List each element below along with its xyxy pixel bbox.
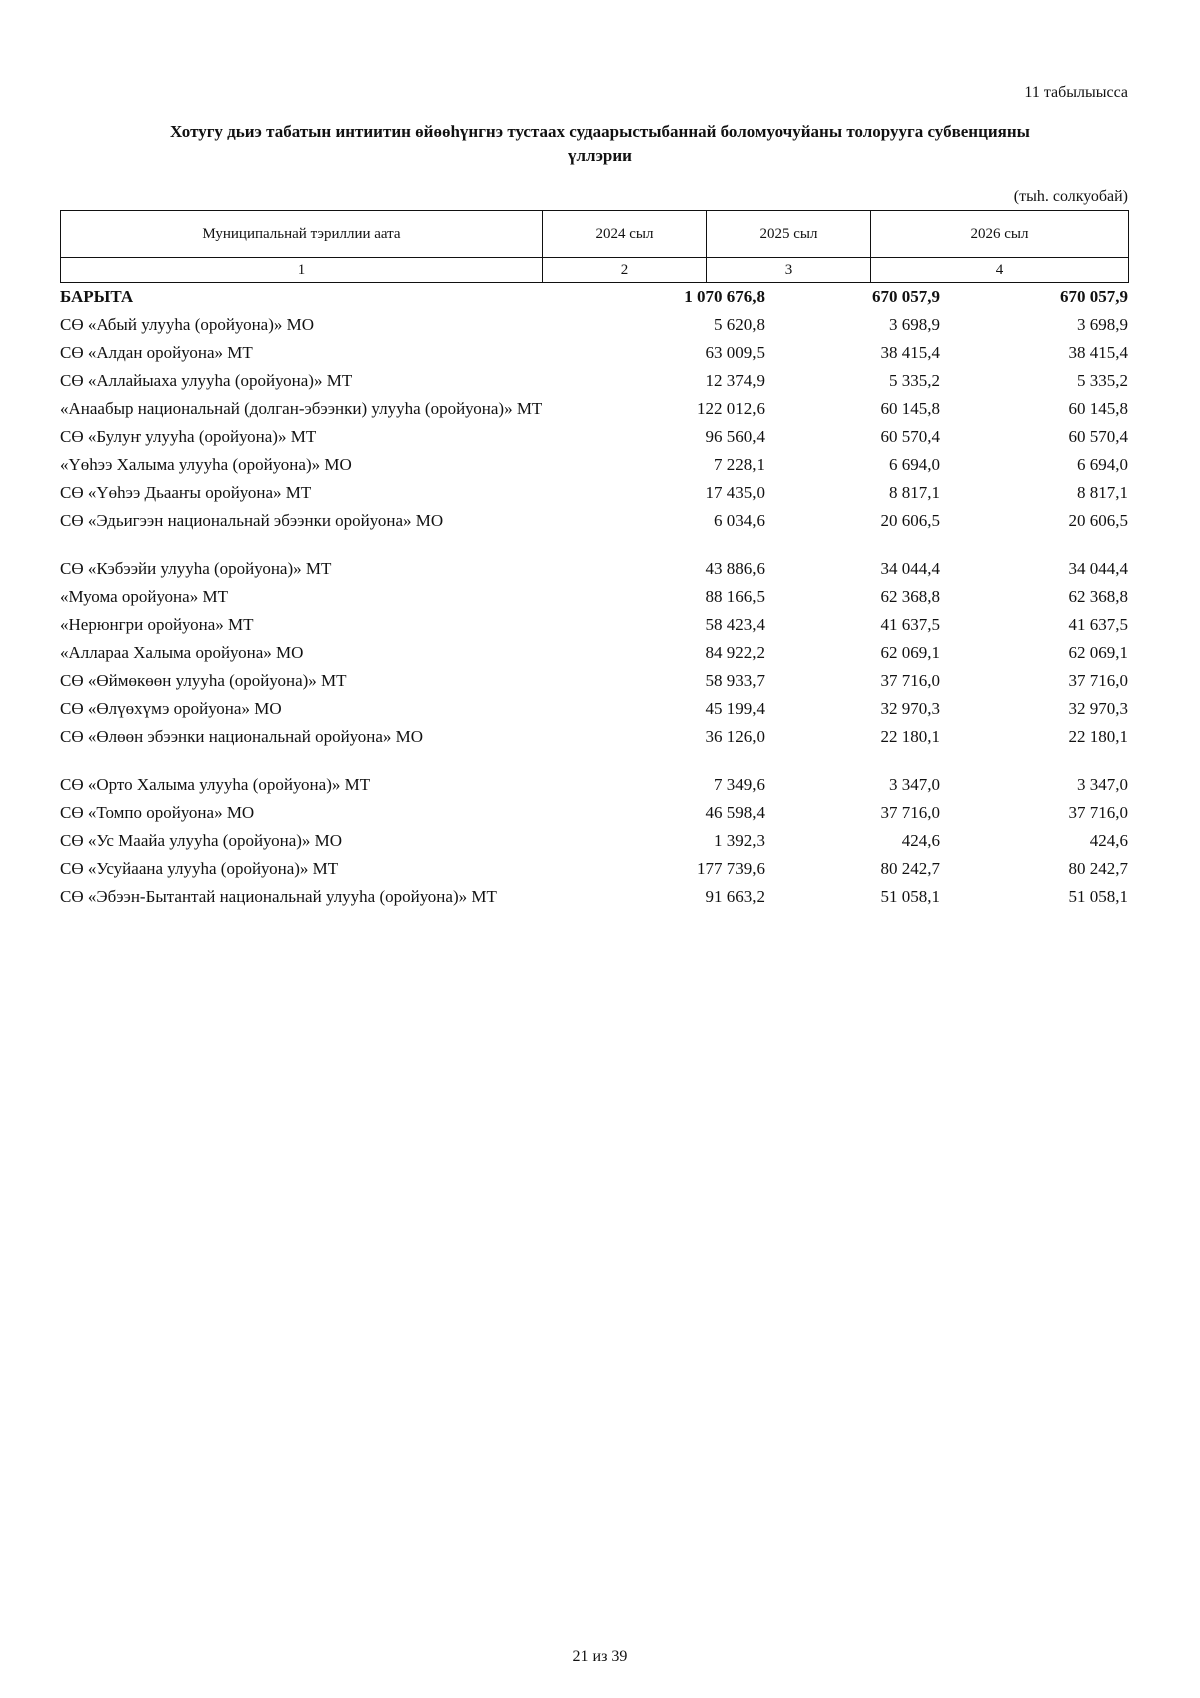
row-name: СӨ «Үөһээ Дьааҥы оройуона» МТ	[60, 483, 312, 502]
col-header-name: Муниципальнай тэриллии аата	[61, 211, 543, 258]
row-2025: 424,6	[901, 831, 940, 850]
row-2026: 8 817,1	[1077, 483, 1128, 502]
total-2024: 1 070 676,8	[684, 287, 765, 306]
row-2024: 7 349,6	[714, 775, 765, 794]
row-2026: 20 606,5	[1068, 511, 1128, 530]
annex-label: 11 табылыысса	[1024, 84, 1128, 101]
title-line-1: Хотугу дьиэ табатын интиитин өйөөһүнгнэ тустаах судаарыстыбаннай боломуочуйаны толорууга субвенцияны	[170, 122, 1030, 141]
row-2025: 32 970,3	[880, 699, 940, 718]
col-header-2025: 2025 сыл	[707, 211, 871, 258]
row-2025: 62 368,8	[880, 587, 940, 606]
row-2026: 6 694,0	[1077, 455, 1128, 474]
row-2025: 41 637,5	[880, 615, 940, 634]
row-2025: 8 817,1	[889, 483, 940, 502]
table-row	[60, 453, 1128, 481]
row-name: «Аллараа Халыма оройуона» МО	[60, 643, 304, 662]
row-2024: 58 423,4	[705, 615, 765, 634]
table-row	[60, 725, 1128, 753]
row-2025: 37 716,0	[880, 803, 940, 822]
row-2026: 37 716,0	[1068, 671, 1128, 690]
table-row	[60, 341, 1128, 369]
row-2024: 46 598,4	[705, 803, 765, 822]
row-name: СӨ «Өймөкөөн улууһа (оройуона)» МТ	[60, 671, 347, 690]
row-2026: 32 970,3	[1068, 699, 1128, 718]
page-number: 21 из 39	[572, 1648, 628, 1665]
col-number-3: 3	[707, 258, 871, 283]
row-2026: 51 058,1	[1068, 887, 1128, 906]
row-2025: 3 347,0	[889, 775, 940, 794]
row-2024: 5 620,8	[714, 315, 765, 334]
table-row	[60, 857, 1128, 885]
row-2026: 3 698,9	[1077, 315, 1128, 334]
row-2026: 424,6	[1089, 831, 1128, 850]
col-header-2026: 2026 сыл	[871, 211, 1129, 258]
col-number-1: 1	[61, 258, 543, 283]
col-header-2024: 2024 сыл	[543, 211, 707, 258]
row-2026: 60 145,8	[1068, 399, 1128, 418]
table-row	[60, 801, 1128, 829]
table-row	[60, 313, 1128, 341]
row-name: «Анаабыр национальнай (долган-эбээнки) улууһа (оройуона)» МТ	[60, 399, 543, 418]
row-2026: 5 335,2	[1077, 371, 1128, 390]
row-2025: 38 415,4	[880, 343, 940, 362]
row-2026: 22 180,1	[1068, 727, 1128, 746]
total-2026: 670 057,9	[1060, 287, 1128, 306]
table-row	[60, 613, 1128, 641]
table-row	[60, 585, 1128, 613]
row-name: «Нерюнгри оройуона» МТ	[60, 615, 254, 634]
row-2025: 51 058,1	[880, 887, 940, 906]
row-name: СӨ «Эдьигээн национальнай эбээнки оройуона» МО	[60, 511, 444, 530]
row-2024: 91 663,2	[705, 887, 765, 906]
row-2024: 17 435,0	[705, 483, 765, 502]
table-row	[60, 641, 1128, 669]
row-2024: 177 739,6	[697, 859, 765, 878]
table-row	[60, 885, 1128, 913]
table-row	[60, 481, 1128, 509]
row-2026: 60 570,4	[1068, 427, 1128, 446]
row-name: СӨ «Усуйаана улууһа (оройуона)» МТ	[60, 859, 339, 878]
row-list	[60, 313, 1128, 913]
row-2024: 36 126,0	[705, 727, 765, 746]
row-name: СӨ «Өлүөхүмэ оройуона» МО	[60, 699, 282, 718]
row-2024: 58 933,7	[705, 671, 765, 690]
row-2024: 43 886,6	[705, 559, 765, 578]
row-2024: 88 166,5	[705, 587, 765, 606]
row-2026: 38 415,4	[1068, 343, 1128, 362]
table-row	[60, 829, 1128, 857]
row-2025: 22 180,1	[880, 727, 940, 746]
total-2025: 670 057,9	[872, 287, 940, 306]
row-2025: 3 698,9	[889, 315, 940, 334]
row-2024: 1 392,3	[714, 831, 765, 850]
table-row	[60, 397, 1128, 425]
row-2025: 60 145,8	[880, 399, 940, 418]
row-name: СӨ «Кэбээйи улууһа (оройуона)» МТ	[60, 559, 332, 578]
col-number-4: 4	[871, 258, 1129, 283]
row-name: СӨ «Томпо оройуона» МО	[60, 803, 255, 822]
row-name: СӨ «Абый улууһа (оройуона)» МО	[60, 315, 315, 334]
table-row	[60, 369, 1128, 397]
table-row	[60, 425, 1128, 453]
row-name: СӨ «Орто Халыма улууһа (оройуона)» МТ	[60, 775, 371, 794]
title-line-2: үллэрии	[568, 146, 632, 165]
row-name: «Муома оройуона» МТ	[60, 587, 228, 606]
row-2025: 60 570,4	[880, 427, 940, 446]
table-row	[60, 557, 1128, 585]
table-row	[60, 509, 1128, 537]
row-2025: 62 069,1	[880, 643, 940, 662]
table-row	[60, 697, 1128, 725]
row-name: СӨ «Өлөөн эбээнки национальнай оройуона» МО	[60, 727, 424, 746]
table-body	[60, 285, 1128, 913]
row-2025: 80 242,7	[880, 859, 940, 878]
table-header	[60, 210, 1129, 283]
row-2026: 62 368,8	[1068, 587, 1128, 606]
row-2024: 45 199,4	[705, 699, 765, 718]
table-row	[60, 773, 1128, 801]
row-2026: 3 347,0	[1077, 775, 1128, 794]
row-2026: 37 716,0	[1068, 803, 1128, 822]
row-2024: 96 560,4	[705, 427, 765, 446]
row-2024: 12 374,9	[705, 371, 765, 390]
row-2025: 6 694,0	[889, 455, 940, 474]
total-label: БАРЫТА	[60, 287, 134, 306]
total-row	[60, 285, 1128, 313]
row-2025: 20 606,5	[880, 511, 940, 530]
row-name: СӨ «Алдан оройуона» МТ	[60, 343, 253, 362]
row-2024: 84 922,2	[705, 643, 765, 662]
row-name: «Үөһээ Халыма улууһа (оройуона)» МО	[60, 455, 352, 474]
row-2025: 34 044,4	[880, 559, 940, 578]
row-2024: 122 012,6	[697, 399, 765, 418]
row-name: СӨ «Эбээн-Бытантай национальнай улууһа (оройуона)» МТ	[60, 887, 497, 906]
row-2026: 62 069,1	[1068, 643, 1128, 662]
row-name: СӨ «Булуҥ улууһа (оройуона)» МТ	[60, 427, 317, 446]
col-number-2: 2	[543, 258, 707, 283]
unit-label: (тыһ. солкуобай)	[1013, 188, 1128, 205]
row-2025: 5 335,2	[889, 371, 940, 390]
table-row	[60, 669, 1128, 697]
document-title	[90, 120, 1110, 168]
row-2025: 37 716,0	[880, 671, 940, 690]
row-2024: 63 009,5	[705, 343, 765, 362]
row-name: СӨ «Ус Маайа улууһа (оройуона)» МО	[60, 831, 343, 850]
row-2026: 41 637,5	[1068, 615, 1128, 634]
row-2024: 6 034,6	[714, 511, 765, 530]
row-2024: 7 228,1	[714, 455, 765, 474]
row-name: СӨ «Аллайыаха улууһа (оройуона)» МТ	[60, 371, 353, 390]
row-2026: 80 242,7	[1068, 859, 1128, 878]
row-2026: 34 044,4	[1068, 559, 1128, 578]
